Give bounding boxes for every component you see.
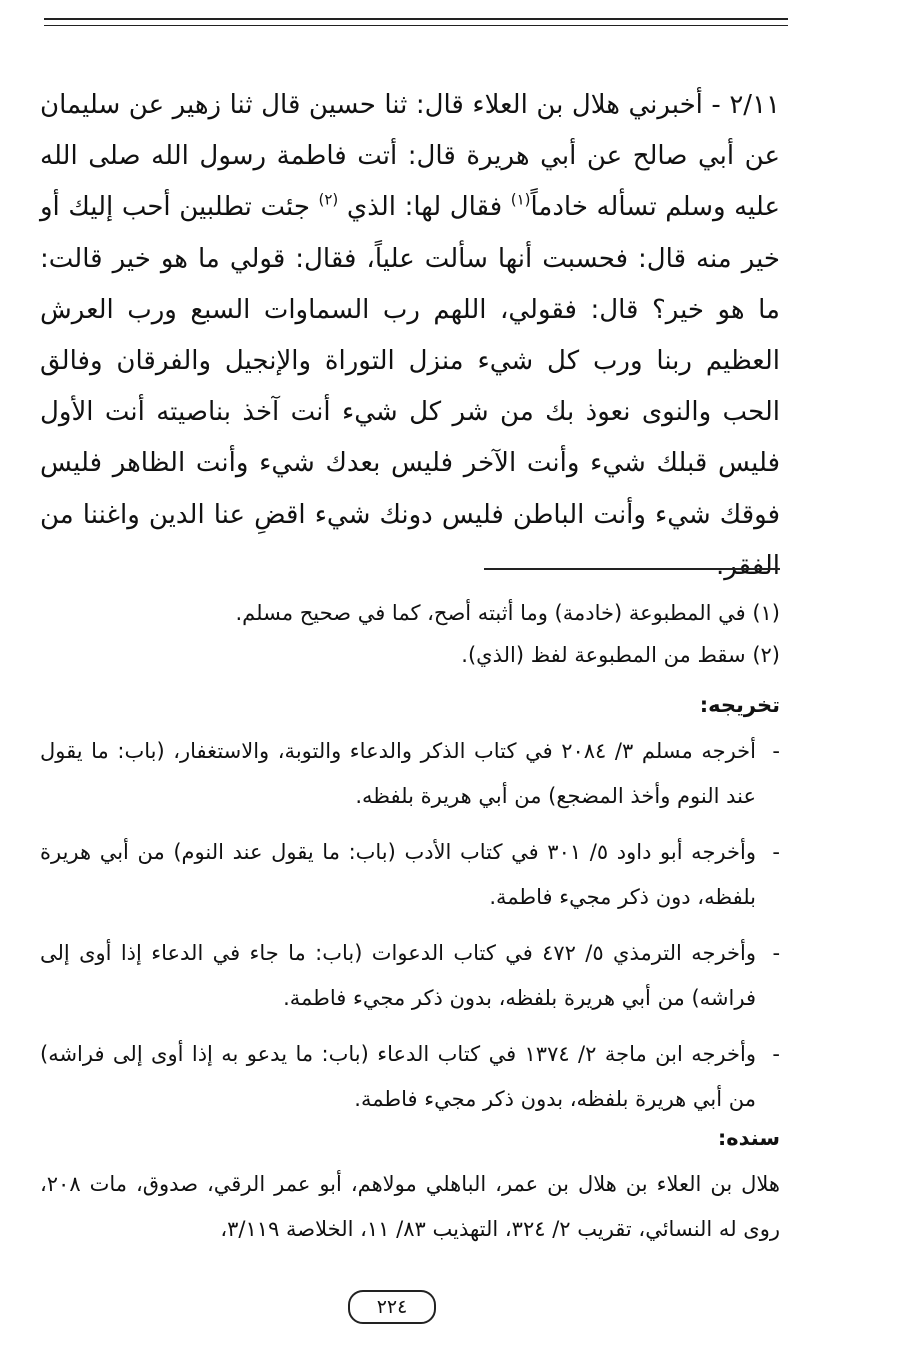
- list-dash: -: [772, 839, 780, 864]
- takhrij-heading: تخريجه:: [699, 693, 780, 717]
- hadith-text-part-2: فقال لها: الذي: [346, 192, 511, 223]
- takhrij-section: [40, 683, 780, 1133]
- footnote-marker-2: (٢): [318, 190, 339, 209]
- takhrij-item-text: وأخرجه ابن ماجة ٢/ ١٣٧٤ في كتاب الدعاء (باب: ما يدعو به إذا أوى إلى فراشه) من أبي هريرة بلفظه، بدون ذكر مجيء فاطمة.: [40, 1041, 756, 1111]
- page-number: ٢٢٤: [348, 1290, 436, 1324]
- footnote-1: (١) في المطبوعة (خادمة) وما أثبته أصح، كما في صحيح مسلم.: [235, 601, 780, 625]
- takhrij-item-text: أخرجه مسلم ٣/ ٢٠٨٤ في كتاب الذكر والدعاء والتوبة، والاستغفار، (باب: ما يقول عند النوم وأخذ المضجع) من أبي هريرة بلفظه.: [40, 738, 756, 808]
- hadith-text-part-1: ٢/١١ - أخبرني هلال بن العلاء قال: ثنا حسين قال ثنا زهير عن سليمان عن أبي صالح عن أبي هريرة قال: أتت فاطمة رسول الله صلى الله عليه وسلم تسأله خادماً: [40, 90, 781, 223]
- sanad-heading: سنده:: [717, 1126, 780, 1150]
- footnote-2: (٢) سقط من المطبوعة لفظ (الذي).: [461, 643, 780, 667]
- takhrij-list: [40, 729, 780, 1123]
- list-dash: -: [772, 940, 781, 965]
- hadith-text-part-3: جئت تطلبين أحب إليك أو خير منه قال: فحسبت أنها سألت علياً، فقال: قولي ما هو خير قالت: ما هو خير؟ قال: فقولي، اللهم رب السماوات السبع ورب العرش العظيم ربنا ورب كل شيء منزل التوراة والإنجيل والفرقان وفالق الحب والنوى نعوذ بك من شر كل شيء أنت آخذ بناصيته أنت الأول فليس قبلك شيء وأنت الآخر فليس بعدك شيء وأنت الظاهر فليس فوقك شيء وأنت الباطن فليس دونك شيء اقضِ عنا الدين واغننا من الفقر.: [40, 192, 780, 581]
- list-dash: -: [772, 738, 780, 763]
- takhrij-item-text: وأخرجه أبو داود ٥/ ٣٠١ في كتاب الأدب (باب: ما يقول عند النوم) من أبي هريرة بلفظه، دون ذكر مجيء فاطمة.: [40, 839, 756, 909]
- footnotes: [40, 592, 780, 676]
- hadith-text: [40, 80, 780, 592]
- takhrij-item: [40, 1032, 780, 1123]
- takhrij-item: [40, 830, 780, 921]
- takhrij-item-text: وأخرجه الترمذي ٥/ ٤٧٢ في كتاب الدعوات (باب: ما جاء في الدعاء إذا أوى إلى فراشه) من أبي هريرة بلفظه، بدون ذكر مجيء فاطمة.: [40, 940, 757, 1010]
- takhrij-item: [40, 729, 780, 820]
- footnote-separator: [484, 568, 780, 570]
- sanad-text: هلال بن العلاء بن هلال بن عمر، الباهلي مولاهم، أبو عمر الرقي، صدوق، مات ٢٠٨، روى له النسائي، تقريب ٢/ ٣٢٤، التهذيب ٨٣/ ١١، الخلاصة ٣/١١٩،: [40, 1171, 780, 1241]
- list-dash: -: [772, 1041, 780, 1066]
- takhrij-item: [40, 931, 780, 1022]
- sanad-section: [40, 1116, 780, 1253]
- top-double-rule: [44, 18, 788, 28]
- footnote-marker-1: (١): [510, 190, 531, 209]
